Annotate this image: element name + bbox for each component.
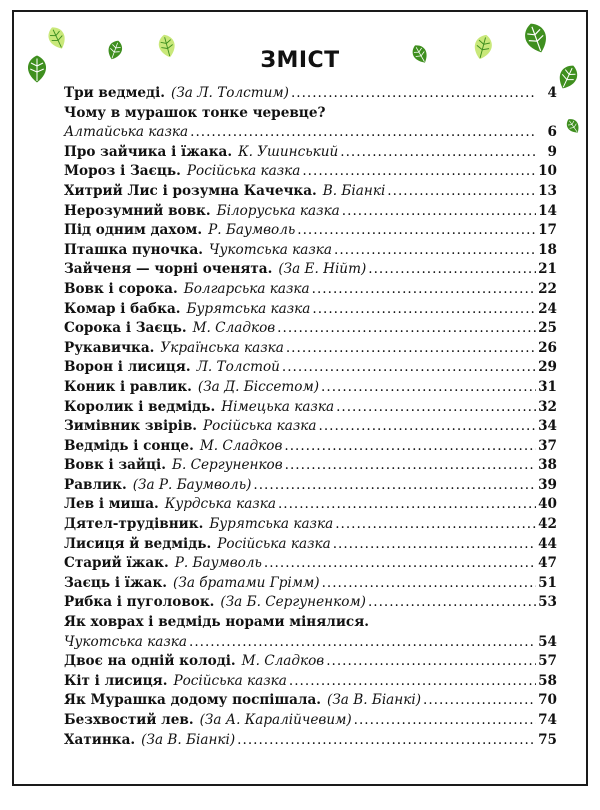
page [12, 10, 588, 786]
toc-entry-author: М. Сладков [199, 437, 283, 454]
toc-entry[interactable] [64, 182, 557, 202]
toc-entry-title: Лисиця й ведмідь. [64, 535, 212, 552]
toc-entry-page: 22 [538, 280, 557, 297]
toc-entry-page: 51 [538, 574, 557, 591]
toc-entry-page: 44 [538, 535, 557, 552]
dot-leader [387, 182, 536, 202]
toc-entry-page: 26 [538, 339, 557, 356]
toc-entry-author: Бурятська казка [209, 516, 334, 533]
dot-leader [321, 378, 536, 398]
toc-entry[interactable] [64, 476, 557, 496]
toc-entry-page: 31 [538, 378, 557, 395]
toc-entry-author: Алтайська казка [64, 124, 189, 141]
toc-entry-author: М. Сладков [241, 653, 325, 670]
toc-entry[interactable] [64, 162, 557, 182]
toc-entry[interactable] [64, 711, 557, 731]
dot-leader [368, 593, 536, 613]
toc-entry-author: (За В. Біанкі) [141, 731, 236, 748]
toc-entry-author: Болгарська казка [183, 280, 310, 297]
toc-entry-author: (За А. Каралійчевим) [199, 712, 352, 728]
dot-leader [253, 476, 536, 496]
toc-entry[interactable] [64, 652, 557, 672]
dot-leader [312, 280, 536, 300]
toc-entry-author: К. Ушинський [238, 143, 339, 160]
dot-leader [354, 711, 536, 731]
toc-entry[interactable] [64, 731, 557, 751]
toc-entry-author: (За Д. Біссетом) [197, 378, 320, 395]
toc-entry-page: 58 [538, 672, 557, 689]
toc-entry-page: 24 [538, 300, 557, 317]
toc-entry-author: Чукотська казка [64, 633, 188, 650]
toc-entry-title: Як ховрах і ведмідь норами мінялися. [64, 614, 369, 631]
toc-entry-author: М. Сладков [192, 320, 276, 337]
toc-entry[interactable] [64, 593, 557, 613]
toc-entry-title: Сорока і Заєць. [64, 320, 187, 337]
toc-entry-title: Коник і равлик. [64, 378, 192, 395]
toc-entry-author: Білоруська казка [216, 202, 340, 219]
dot-leader [333, 535, 536, 555]
toc-entry-title: Дятел-трудівник. [64, 516, 204, 533]
toc-entry-title: Зимівник звірів. [64, 418, 198, 435]
toc-entry-title: Нерозумний вовк. [64, 202, 211, 219]
toc-entry-title: Рибка і пуголовок. [64, 594, 215, 611]
toc-entry-title: Про зайчика і їжака. [64, 143, 233, 160]
toc-entry-page: 37 [538, 437, 557, 454]
toc-entry[interactable] [64, 339, 557, 359]
toc-entry-title: Як Мурашка додому поспішала. [64, 692, 322, 709]
toc-entry-author: (За Б. Сергуненком) [220, 594, 366, 611]
toc-entry-author: Російська казка [203, 418, 317, 435]
toc-entry-page: 25 [538, 320, 557, 337]
dot-leader [190, 123, 537, 143]
toc-entry-page: 74 [538, 712, 557, 728]
toc-entry-author: Чукотська казка [209, 241, 333, 258]
dot-leader [286, 339, 536, 359]
dot-leader [322, 574, 536, 594]
toc-entry[interactable] [64, 515, 557, 535]
toc-entry[interactable] [64, 123, 557, 143]
toc-entry[interactable] [64, 535, 557, 555]
table-of-contents [64, 84, 557, 750]
dot-leader [340, 143, 537, 163]
dot-leader [335, 515, 536, 535]
toc-entry[interactable] [64, 691, 557, 711]
toc-entry-title: Кіт і лисиця. [64, 672, 168, 689]
toc-entry-author: Р. Баумволь [208, 222, 296, 239]
toc-entry-title: Рукавичка. [64, 339, 155, 356]
toc-entry[interactable] [64, 398, 557, 418]
toc-entry[interactable] [64, 260, 557, 280]
toc-entry-author: Українська казка [160, 339, 284, 356]
dot-leader [264, 554, 536, 574]
dot-leader [423, 691, 536, 711]
toc-entry-title: Під одним дахом. [64, 222, 203, 239]
toc-entry-title: Хатинка. [64, 731, 136, 748]
toc-entry-page: 4 [547, 85, 557, 101]
toc-entry-title: Комар і бабка. [64, 300, 181, 317]
toc-entry-title: Равлик. [64, 476, 127, 493]
dot-leader [368, 260, 536, 280]
toc-entry[interactable] [64, 280, 557, 300]
toc-entry-author: Курдська казка [164, 496, 276, 513]
toc-entry-author: (За Е. Нійт) [278, 261, 367, 278]
dot-leader [312, 300, 536, 320]
toc-entry[interactable] [64, 221, 557, 241]
dot-leader [237, 731, 536, 751]
toc-entry[interactable] [64, 554, 557, 574]
toc-entry-author: Р. Баумволь [174, 555, 262, 572]
dot-leader [282, 358, 536, 378]
toc-entry-page: 18 [538, 241, 557, 258]
dot-leader [297, 221, 536, 241]
dot-leader [277, 319, 536, 339]
toc-entry[interactable] [64, 633, 557, 653]
dot-leader [189, 633, 536, 653]
dot-leader [326, 652, 536, 672]
toc-entry-author: Німецька казка [221, 398, 335, 415]
toc-entry-title: Ведмідь і сонце. [64, 437, 194, 454]
dot-leader [285, 456, 536, 476]
toc-entry-author: Російська казка [217, 535, 331, 552]
toc-entry[interactable] [64, 574, 557, 594]
toc-entry-page: 10 [538, 163, 557, 180]
toc-entry-page: 75 [538, 731, 557, 748]
toc-entry[interactable] [64, 378, 557, 398]
toc-entry-page: 57 [538, 653, 557, 670]
toc-entry[interactable] [64, 241, 557, 261]
toc-entry-page: 47 [538, 555, 557, 572]
dot-leader [278, 495, 536, 515]
toc-entry-author: Російська казка [186, 163, 301, 180]
toc-entry-page: 38 [538, 457, 557, 474]
toc-entry[interactable] [64, 300, 557, 320]
toc-entry-page: 70 [538, 692, 557, 709]
toc-entry[interactable] [64, 672, 557, 692]
toc-entry-page: 32 [538, 398, 557, 415]
dot-leader [284, 437, 536, 457]
toc-entry-page: 17 [538, 222, 557, 239]
toc-entry-author: В. Біанкі [322, 182, 386, 199]
toc-entry[interactable] [64, 456, 557, 476]
dot-leader [336, 398, 536, 418]
toc-entry-title: Ворон і лисиця. [64, 359, 191, 376]
toc-entry-page: 13 [538, 182, 557, 199]
toc-entry-author: Л. Толстой [196, 359, 280, 376]
toc-entry[interactable] [64, 84, 557, 104]
dot-leader [302, 162, 536, 182]
toc-entry-title: Чому в мурашок тонке черевце? [64, 104, 326, 121]
toc-entry-page: 6 [547, 124, 557, 141]
dot-leader [289, 672, 536, 692]
toc-entry-page: 53 [538, 594, 557, 611]
toc-entry-title: Заєць і їжак. [64, 574, 168, 591]
toc-entry[interactable] [64, 437, 557, 457]
toc-entry-title: Три ведмеді. [64, 85, 166, 101]
toc-entry[interactable] [64, 417, 557, 437]
toc-entry[interactable] [64, 143, 557, 163]
toc-entry-title: Безхвостий лев. [64, 712, 194, 728]
toc-entry-title: Зайченя — чорні оченята. [64, 261, 273, 278]
toc-entry-title: Пташка пуночка. [64, 241, 204, 258]
toc-entry-page: 14 [538, 202, 557, 219]
toc-entry-page: 21 [538, 261, 557, 278]
toc-entry-author: (За братами Грімм) [173, 574, 320, 591]
dot-leader [342, 202, 536, 222]
toc-entry[interactable] [64, 202, 557, 222]
dot-leader [334, 241, 536, 261]
toc-entry-page: 9 [547, 143, 557, 160]
toc-entry-page: 40 [538, 496, 557, 513]
toc-entry-title: Двоє на одній колоді. [64, 653, 236, 670]
toc-entry-page: 39 [538, 476, 557, 493]
toc-entry-page: 34 [538, 418, 557, 435]
toc-entry[interactable] [64, 495, 557, 515]
toc-entry-title: Хитрий Лис і розумна Качечка. [64, 182, 317, 199]
page-title: ЗМІСТ [260, 48, 340, 73]
toc-entry-title: Вовк і зайці. [64, 457, 166, 474]
toc-entry-author: Бурятська казка [186, 300, 311, 317]
toc-entry-title: Старий їжак. [64, 555, 169, 572]
toc-entry-title: Лев і миша. [64, 496, 159, 513]
toc-entry-title: Мороз і Заєць. [64, 163, 181, 180]
toc-entry-title: Королик і ведмідь. [64, 398, 216, 415]
toc-entry-title: Вовк і сорока. [64, 280, 178, 297]
toc-entry-author: (За Р. Баумволь) [132, 476, 252, 493]
dot-leader [319, 417, 537, 437]
dot-leader [291, 84, 537, 104]
toc-entry[interactable] [64, 319, 557, 339]
toc-entry-author: Б. Сергуненков [171, 457, 283, 474]
leaf-icon [560, 113, 586, 140]
toc-entry[interactable] [64, 358, 557, 378]
toc-entry-page: 29 [538, 359, 557, 376]
toc-entry-author: (За Л. Толстим) [171, 85, 289, 101]
toc-entry-author: Російська казка [173, 672, 287, 689]
toc-entry-page: 42 [538, 516, 557, 533]
toc-entry-author: (За В. Біанкі) [327, 692, 422, 709]
toc-entry-page: 54 [538, 633, 557, 650]
